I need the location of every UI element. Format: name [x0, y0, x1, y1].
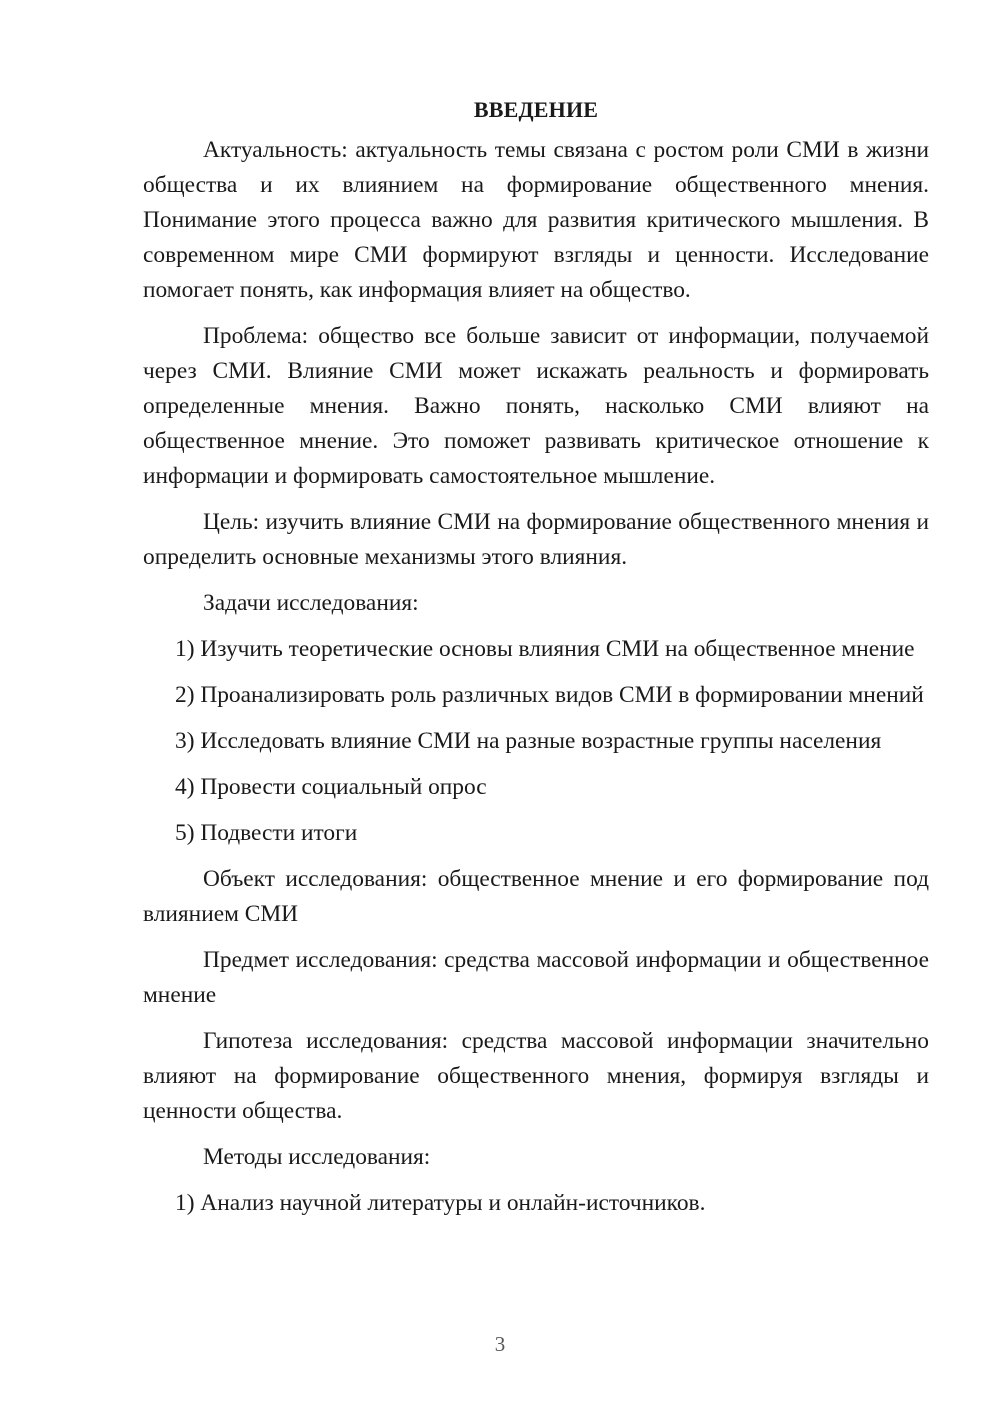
paragraph-problem: Проблема: общество все больше зависит от информации, получаемой через СМИ. Влияние СМИ может искажать реальность и формировать определенные мнения. Важно понять, насколько СМИ влияют на общественное мнение. Это поможет развивать критическое отношение к информации и формировать самостоятельное мышление. [143, 323, 929, 489]
paragraph-goal: Цель: изучить влияние СМИ на формирование общественного мнения и определить основные механизмы этого влияния. [143, 509, 929, 570]
tasks-heading: Задачи исследования: [203, 590, 419, 616]
document-page [143, 92, 929, 1232]
page-number: 3 [494, 1332, 506, 1356]
paragraph-relevance: Актуальность: актуальность темы связана с ростом роли СМИ в жизни общества и их влиянием на формирование общественного мнения. Понимание этого процесса важно для развития критического мышления. В современном мире СМИ формируют взгляды и ценности. Исследование помогает понять, как информация влияет на общество. [143, 137, 929, 303]
methods-heading: Методы исследования: [203, 1144, 431, 1170]
method-item-1: 1) Анализ научной литературы и онлайн-источников. [175, 1190, 706, 1216]
section-title: ВВЕДЕНИЕ [473, 97, 599, 122]
task-item-4: 4) Провести социальный опрос [175, 774, 487, 800]
task-item-5: 5) Подвести итоги [175, 820, 358, 846]
task-item-1: 1) Изучить теоретические основы влияния СМИ на общественное мнение [175, 636, 915, 662]
paragraph-object: Объект исследования: общественное мнение и его формирование под влиянием СМИ [143, 866, 929, 927]
task-item-2: 2) Проанализировать роль различных видов СМИ в формировании мнений [175, 682, 924, 708]
paragraph-hypothesis: Гипотеза исследования: средства массовой информации значительно влияют на формирование общественного мнения, формируя взгляды и ценности общества. [143, 1028, 929, 1124]
task-item-3: 3) Исследовать влияние СМИ на разные возрастные группы населения [175, 728, 882, 754]
paragraph-subject: Предмет исследования: средства массовой информации и общественное мнение [143, 947, 929, 1008]
